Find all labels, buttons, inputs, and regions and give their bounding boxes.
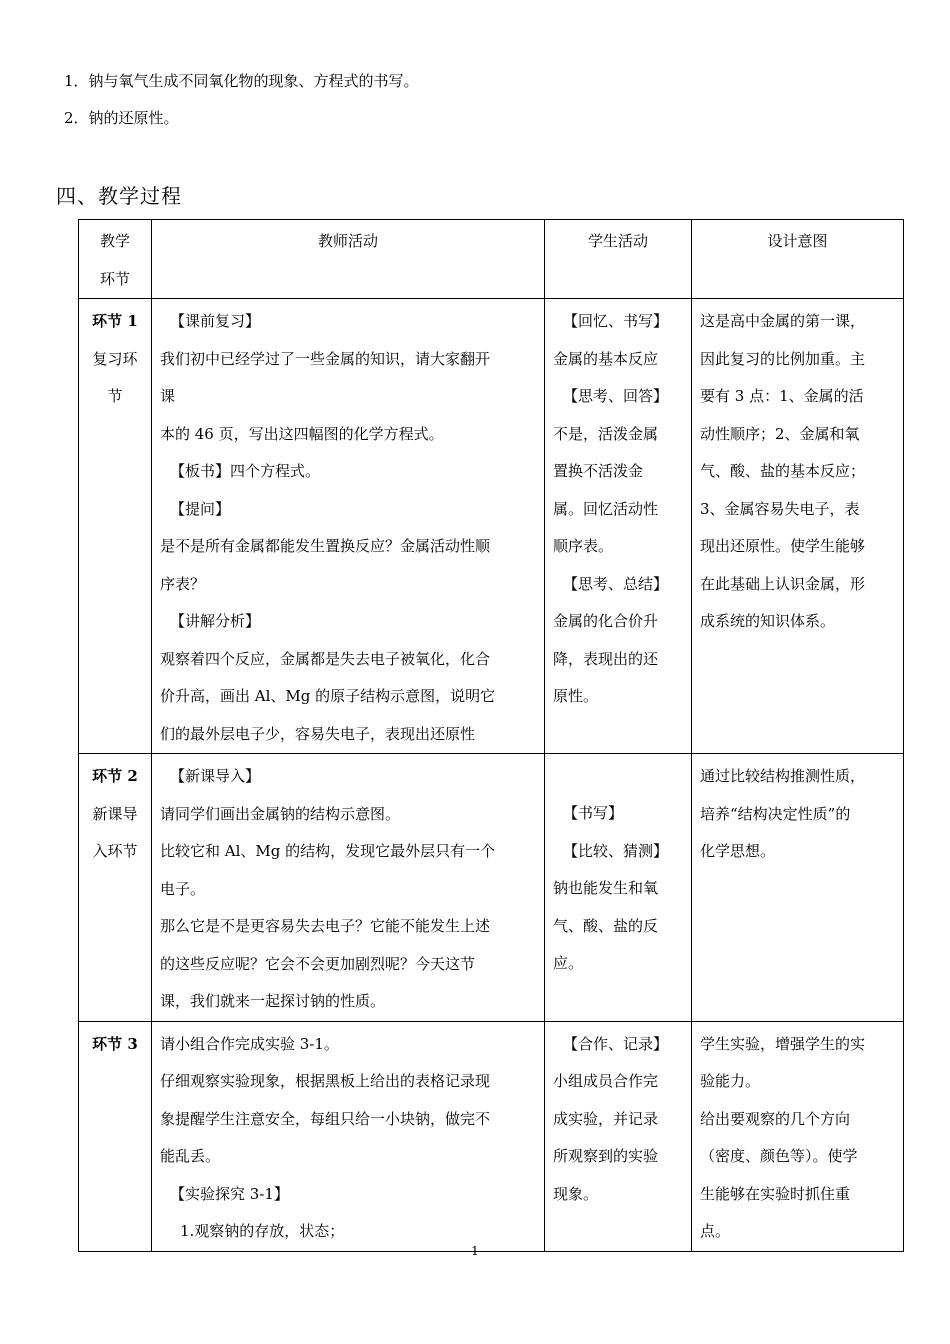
teacher-line: 【板书】四个方程式。 — [170, 462, 321, 480]
stage-name-line: 节 — [107, 387, 123, 405]
teacher-line: 观察着四个反应，金属都是失去电子被氧化，化合 — [160, 649, 491, 668]
student-line: 不是，活泼金属 — [553, 424, 659, 443]
design-line: 生能够在实验时抓住重 — [700, 1184, 851, 1203]
design-line: 动性顺序；2、金属和氧 — [700, 424, 860, 443]
table-row — [79, 1021, 904, 1251]
section-heading: 四、教学过程 — [56, 184, 182, 208]
student-line: 所观察到的实验 — [553, 1147, 659, 1165]
teacher-line: 序表？ — [160, 574, 206, 593]
stage-name-line: 复习环 — [92, 349, 138, 368]
student-line: 现象。 — [553, 1184, 599, 1203]
teacher-line: 请小组合作完成实验 3-1。 — [160, 1034, 339, 1053]
stage-number: 环节 2 — [92, 767, 138, 785]
teacher-line: 本的 46 页，写出这四幅图的化学方程式。 — [160, 424, 444, 443]
teacher-line: 象提醒学生注意安全，每组只给一小块钠，做完不 — [160, 1109, 491, 1128]
design-line: 这是高中金属的第一课， — [700, 312, 866, 330]
teacher-line: 【实验探究 3-1】 — [170, 1184, 289, 1203]
student-line: 【比较、猜测】 — [563, 841, 669, 860]
table-row — [79, 754, 904, 1022]
teacher-activity-cell — [152, 754, 545, 1022]
design-line: 成系统的知识体系。 — [700, 612, 836, 630]
design-line: 培养“结构决定性质”的 — [700, 804, 851, 823]
teacher-line: 1.观察钠的存放，状态； — [180, 1222, 345, 1240]
design-line: 点。 — [700, 1222, 731, 1240]
design-intent-cell — [692, 299, 904, 754]
design-line: 通过比较结构推测性质， — [700, 767, 866, 785]
teacher-line: 课 — [160, 387, 176, 405]
design-line: 给出要观察的几个方向 — [700, 1109, 851, 1128]
stage-number: 环节 1 — [92, 312, 138, 330]
design-line: 因此复习的比例加重。主 — [700, 349, 866, 368]
design-line: 在此基础上认识金属，形 — [700, 574, 866, 593]
student-line: 【书写】 — [563, 804, 624, 822]
student-line: 应。 — [553, 954, 584, 972]
design-intent-cell — [692, 1021, 904, 1251]
header-design-intent: 设计意图 — [692, 220, 904, 299]
student-line: 钠也能发生和氧 — [553, 879, 659, 897]
header-stage — [79, 220, 152, 299]
design-line: 学生实验，增强学生的实 — [700, 1034, 866, 1053]
student-line: 金属的化合价升 — [553, 612, 659, 630]
header-student-activity: 学生活动 — [545, 220, 692, 299]
design-line: 3、金属容易失电子，表 — [700, 499, 860, 518]
stage-cell — [79, 1021, 152, 1251]
header-stage-line2: 环节 — [99, 269, 130, 288]
design-line: 验能力。 — [700, 1072, 761, 1090]
stage-name-line: 新课导 — [92, 804, 138, 823]
teacher-line: 的这些反应呢？它会不会更加剧烈呢？今天这节 — [160, 954, 476, 973]
design-line: 现出还原性。使学生能够 — [700, 537, 866, 555]
student-activity-cell — [545, 754, 692, 1022]
teacher-line: 【讲解分析】 — [170, 612, 261, 630]
student-activity-cell — [545, 299, 692, 754]
teacher-line: 能乱丢。 — [160, 1147, 221, 1165]
table-row — [79, 299, 904, 754]
student-line: 【思考、总结】 — [563, 574, 669, 593]
student-line: 气、酸、盐的反 — [553, 916, 659, 935]
student-line: 原性。 — [553, 687, 599, 705]
student-line: 降，表现出的还 — [553, 649, 659, 668]
design-intent-cell — [692, 754, 904, 1022]
design-line: 要有 3 点：1、金属的活 — [700, 387, 864, 405]
student-line: 成实验，并记录 — [553, 1109, 659, 1128]
teacher-line: 【提问】 — [170, 499, 231, 518]
design-line: 化学思想。 — [700, 842, 776, 860]
table-header-row — [79, 220, 904, 299]
student-line: 属。回忆活动性 — [553, 499, 659, 518]
teacher-line: 电子。 — [160, 879, 206, 898]
stage-number: 环节 3 — [92, 1034, 138, 1053]
teacher-line: 是不是所有金属都能发生置换反应？金属活动性顺 — [160, 537, 491, 555]
objective-item-2: 2．钠的还原性。 — [64, 109, 179, 127]
stage-name-line: 入环节 — [92, 842, 138, 860]
student-line: 小组成员合作完 — [553, 1072, 659, 1090]
student-line: 【思考、回答】 — [563, 387, 669, 405]
teacher-activity-cell — [152, 1021, 545, 1251]
student-activity-cell — [545, 1021, 692, 1251]
student-line: 【合作、记录】 — [563, 1034, 669, 1053]
page-number: 1 — [471, 1244, 479, 1258]
teacher-line: 价升高，画出 Al、Mg 的原子结构示意图，说明它 — [160, 687, 496, 705]
teacher-line: 我们初中已经学过了一些金属的知识，请大家翻开 — [160, 349, 491, 368]
student-line: 顺序表。 — [553, 537, 614, 555]
teacher-line: 们的最外层电子少，容易失电子，表现出还原性 — [160, 724, 476, 743]
teacher-line: 那么它是不是更容易失去电子？它能不能发生上述 — [160, 917, 491, 935]
design-line: （密度、颜色等）。使学 — [700, 1147, 858, 1165]
stage-cell — [79, 754, 152, 1022]
student-line: 置换不活泼金 — [553, 462, 644, 480]
student-line: 【回忆、书写】 — [563, 312, 669, 330]
teacher-line: 课，我们就来一起探讨钠的性质。 — [160, 992, 386, 1010]
student-line: 金属的基本反应 — [553, 349, 659, 368]
teaching-process-table — [78, 219, 904, 1252]
teacher-activity-cell — [152, 299, 545, 754]
stage-cell — [79, 299, 152, 754]
header-stage-line1: 教学 — [99, 232, 130, 250]
teacher-line: 比较它和 Al、Mg 的结构，发现它最外层只有一个 — [160, 842, 496, 860]
objective-item-1: 1．钠与氧气生成不同氧化物的现象、方程式的书写。 — [64, 72, 419, 90]
teacher-line: 【新课导入】 — [170, 767, 261, 785]
teacher-line: 【课前复习】 — [170, 312, 261, 330]
header-teacher-activity: 教师活动 — [152, 220, 545, 299]
teacher-line: 请同学们画出金属钠的结构示意图。 — [160, 804, 401, 823]
design-line: 气、酸、盐的基本反应； — [700, 462, 866, 480]
teacher-line: 仔细观察实验现象，根据黑板上给出的表格记录现 — [160, 1072, 491, 1090]
